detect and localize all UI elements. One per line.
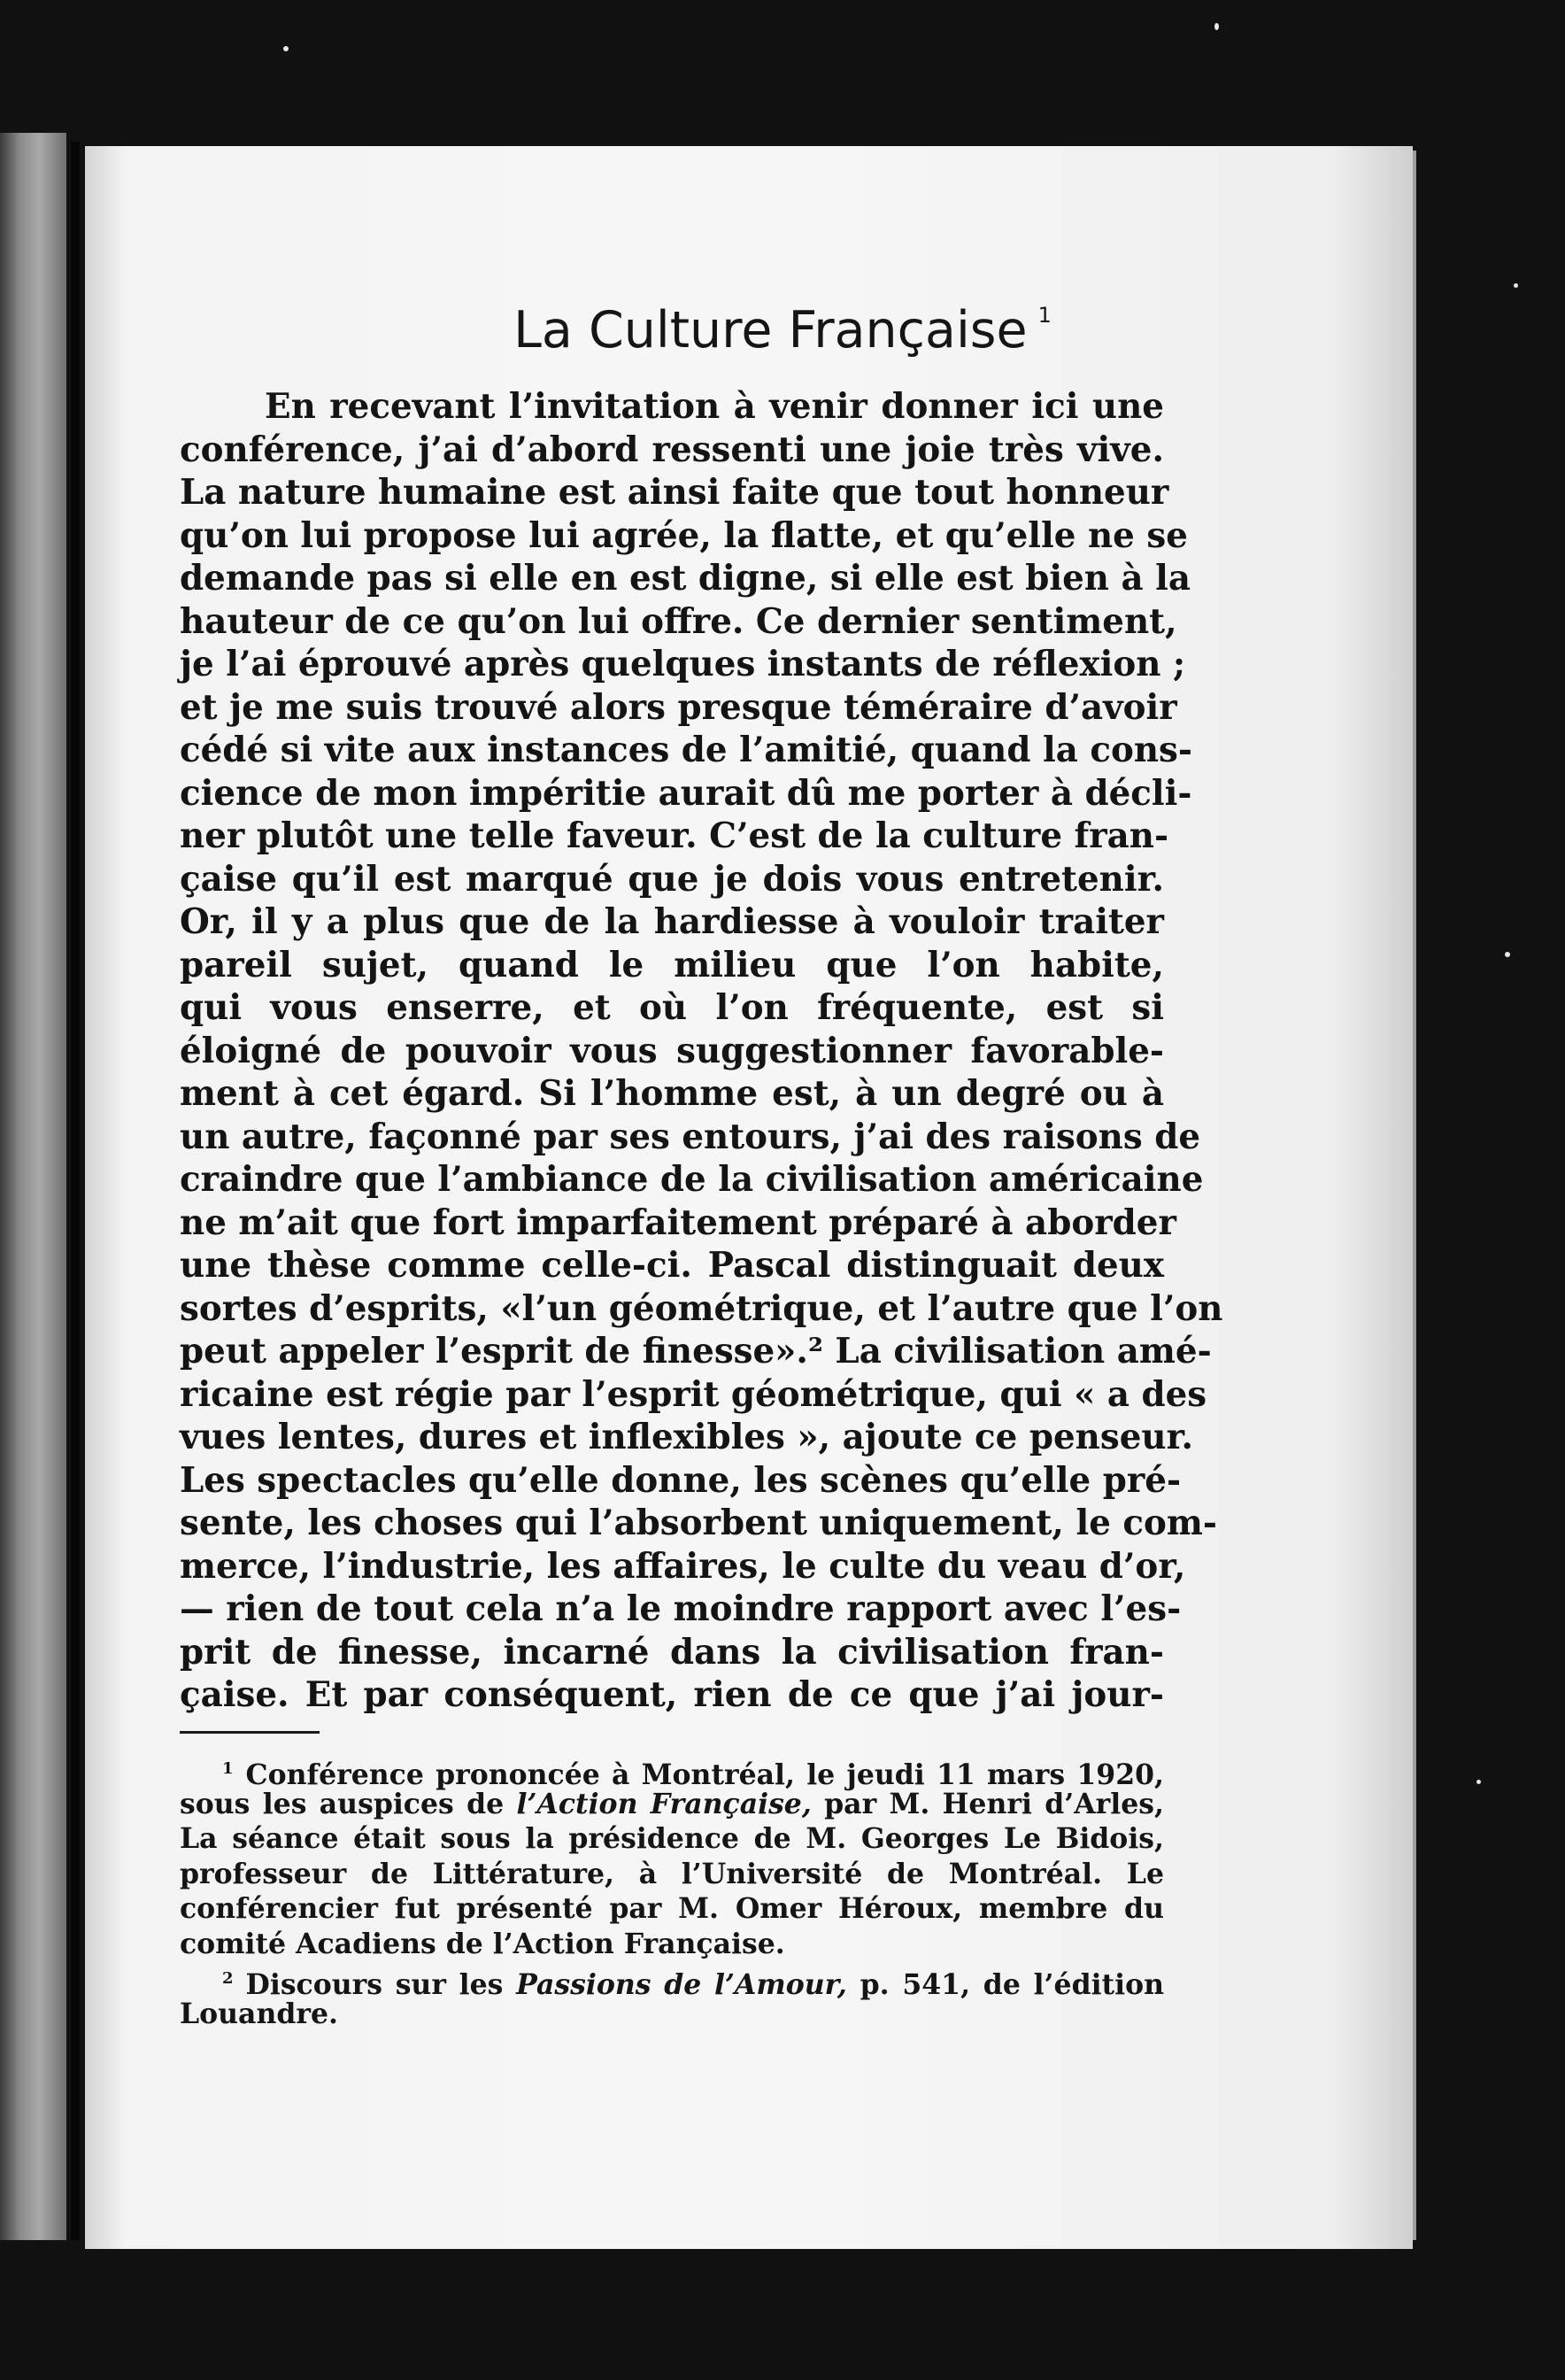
title-text: La Culture Française bbox=[513, 301, 1028, 359]
text-line: je l’ai éprouvé après quelques instants de réflexion ; bbox=[180, 645, 1186, 684]
footnote-rule bbox=[180, 1731, 320, 1734]
dust-speck bbox=[283, 46, 289, 51]
text-line: hauteur de ce qu’on lui offre. Ce dernier sentiment, bbox=[180, 601, 1177, 642]
footnote-text: Conférence prononcée à Montréal, le jeudi 11 mars 1920, bbox=[245, 1758, 1164, 1791]
text-line: La nature humaine est ainsi faite que tout honneur bbox=[180, 473, 1169, 513]
text-line: sortes d’esprits, «l’un géométrique, et l’autre que l’on bbox=[180, 1288, 1223, 1329]
footnote-1-line: La séance était sous la présidence de M. Georges Le Bidois, bbox=[180, 1822, 1164, 1855]
footnote-1-line: professeur de Littérature, à l’Université de Montréal. Le bbox=[180, 1857, 1164, 1890]
text-line: Or, il y a plus que de la hardiesse à vouloir traiter bbox=[180, 902, 1164, 942]
footnote-1-line: conférencier fut présenté par M. Omer Héroux, membre du bbox=[180, 1892, 1164, 1925]
text-line: une thèse comme celle-ci. Pascal distinguait deux bbox=[180, 1246, 1164, 1286]
footnote-1-marker: 1 bbox=[222, 1759, 234, 1778]
text-line: sente, les choses qui l’absorbent uniquement, le com- bbox=[180, 1503, 1218, 1543]
text-line: ricaine est régie par l’esprit géométrique, qui « a des bbox=[180, 1374, 1207, 1415]
dust-speck bbox=[1214, 23, 1219, 30]
footnote-text: p. 541, de l’édition bbox=[860, 1968, 1164, 2001]
text-line: craindre que l’ambiance de la civilisation américaine bbox=[180, 1160, 1204, 1200]
text-line: ner plutôt une telle faveur. C’est de la culture fran- bbox=[180, 816, 1169, 856]
page-title bbox=[0, 301, 1565, 359]
footnote-italic-title: Passions de l’Amour, bbox=[516, 1968, 847, 2001]
text-line: — rien de tout cela n’a le moindre rapport avec l’es- bbox=[180, 1589, 1182, 1629]
footnote-1-line bbox=[180, 1787, 1164, 1822]
text-line: peut appeler l’esprit de finesse».² La civilisation amé- bbox=[180, 1332, 1212, 1372]
footnote-1-line: comité Acadiens de l’Action Française. bbox=[180, 1927, 785, 1960]
footnote-1-line bbox=[180, 1751, 1164, 1791]
text-line: un autre, façonné par ses entours, j’ai des raisons de bbox=[180, 1117, 1201, 1157]
film-divider bbox=[71, 142, 80, 2240]
text-line: ment à cet égard. Si l’homme est, à un degré ou à bbox=[180, 1074, 1164, 1114]
dust-speck bbox=[1505, 952, 1510, 957]
film-left-margin bbox=[0, 133, 66, 2240]
footnote-2-marker: 2 bbox=[222, 1969, 234, 1988]
title-footnote-marker: 1 bbox=[1037, 303, 1052, 328]
footnotes bbox=[180, 1751, 1164, 2031]
text-line: pareil sujet, quand le milieu que l’on habite, bbox=[180, 945, 1164, 985]
text-line: prit de finesse, incarné dans la civilisation fran- bbox=[180, 1632, 1164, 1673]
text-line: merce, l’industrie, les affaires, le culte du veau d’or, bbox=[180, 1546, 1186, 1587]
text-line: qu’on lui propose lui agrée, la flatte, et qu’elle ne se bbox=[180, 515, 1188, 556]
text-line: demande pas si elle en est digne, si elle est bien à la bbox=[180, 559, 1191, 599]
text-line: ne m’ait que fort imparfaitement préparé à aborder bbox=[180, 1202, 1176, 1243]
footnote-2-line: Louandre. bbox=[180, 1997, 339, 2030]
footnote-2-line bbox=[180, 1961, 1164, 2001]
dust-speck bbox=[1514, 283, 1518, 288]
text-line: et je me suis trouvé alors presque téméraire d’avoir bbox=[180, 687, 1177, 728]
text-line: cience de mon impéritie aurait dû me porter à décli- bbox=[180, 773, 1192, 814]
text-line: En recevant l’invitation à venir donner ici une bbox=[265, 387, 1164, 427]
text-line: vues lentes, dures et inflexibles », ajoute ce penseur. bbox=[180, 1418, 1193, 1457]
dust-speck bbox=[1476, 1780, 1481, 1784]
footnote-italic-title: l’Action Française, bbox=[516, 1787, 812, 1820]
text-line: éloigné de pouvoir vous suggestionner favorable- bbox=[180, 1031, 1164, 1071]
text-line: conférence, j’ai d’abord ressenti une joie très vive. bbox=[180, 429, 1164, 470]
body-paragraph bbox=[180, 386, 1223, 1718]
text-line: cédé si vite aux instances de l’amitié, quand la cons- bbox=[180, 730, 1192, 770]
text-line: qui vous enserre, et où l’on fréquente, est si bbox=[180, 988, 1164, 1028]
footnote-text: Discours sur les bbox=[245, 1968, 504, 2001]
footnote-text: par M. Henri d’Arles, bbox=[824, 1787, 1164, 1820]
text-line: çaise qu’il est marqué que je dois vous entretenir. bbox=[180, 859, 1164, 900]
footnote-text: sous les auspices de bbox=[180, 1787, 505, 1820]
text-line: çaise. Et par conséquent, rien de ce que j’ai jour- bbox=[180, 1675, 1164, 1715]
text-line: Les spectacles qu’elle donne, les scènes qu’elle pré- bbox=[180, 1460, 1182, 1501]
